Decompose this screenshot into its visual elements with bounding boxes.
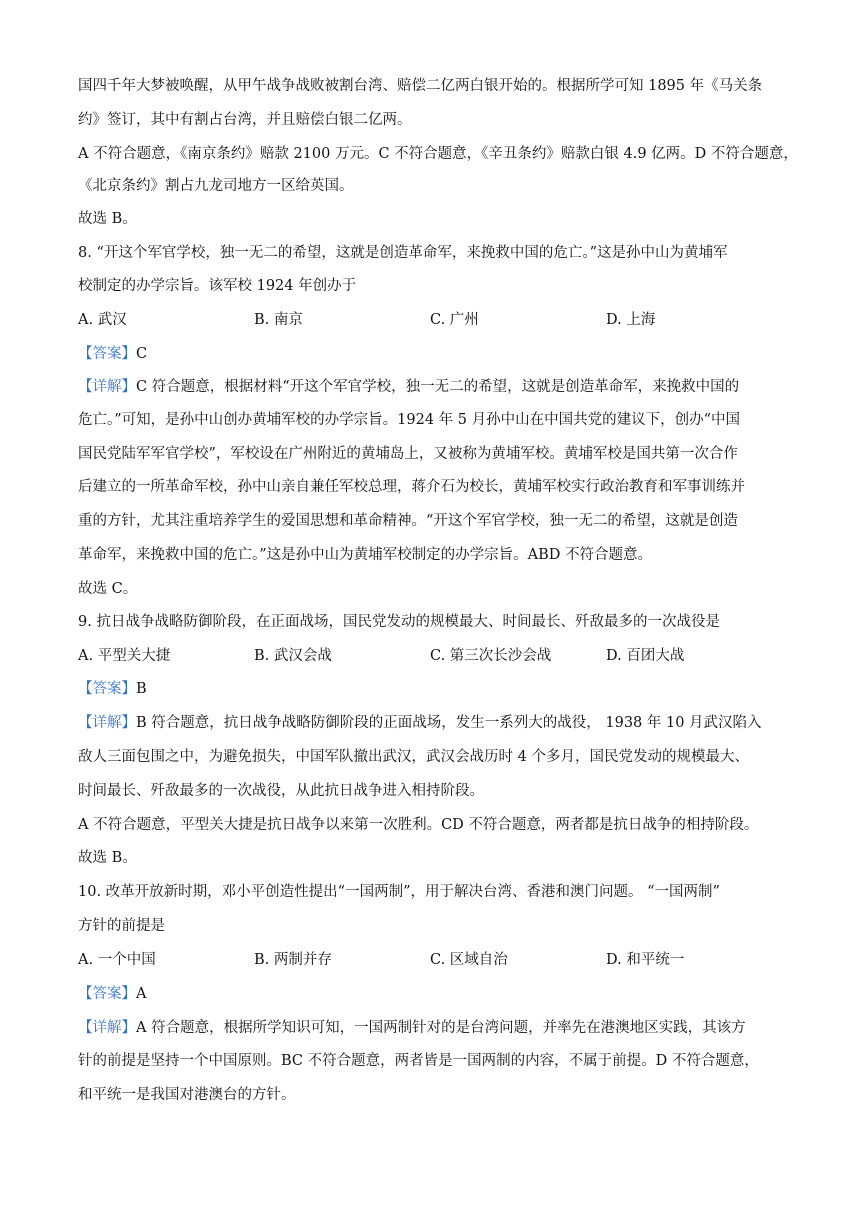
q8-detail-line-6: 革命军，来挽救中国的危亡。”这是孙中山为黄埔军校制定的办学宗旨。ABD 不符合题意。: [78, 547, 653, 563]
q9-conclusion: 故选 B。: [78, 850, 137, 866]
detail-tag: 【详解】: [78, 379, 136, 395]
q8-option-d: D. 上海: [606, 312, 656, 328]
q10-option-a: A. 一个中国: [78, 952, 156, 968]
q8-detail-line-1: [78, 377, 739, 397]
q8-option-c: C. 广州: [430, 312, 479, 328]
answer-value: B: [136, 681, 147, 697]
q8-conclusion: 故选 C。: [78, 581, 138, 597]
q10-detail-line-2: 针的前提是坚持一个中国原则。BC 不符合题意，两者皆是一国两制的内容，不属于前提。D 不符合题意，: [78, 1053, 759, 1069]
q9-option-d: D. 百团大战: [606, 648, 685, 664]
q9-answer: [78, 679, 147, 699]
q8-stem-line-2: 校制定的办学宗旨。该军校 1924 年创办于: [78, 278, 357, 294]
q10-detail-line-3: 和平统一是我国对港澳台的方针。: [78, 1087, 296, 1103]
answer-tag: 【答案】: [78, 986, 136, 1002]
q8-detail-line-2: 危亡。”可知，是孙中山创办黄埔军校的办学宗旨。1924 年 5 月孙中山在中国共党的建议下，创办“中国: [78, 412, 741, 428]
q9-detail-line-3: 时间最长、歼敌最多的一次战役，从此抗日战争进入相持阶段。: [78, 783, 484, 799]
intro-line-3: A 不符合题意，《南京条约》赔款 2100 万元。C 不符合题意，《辛丑条约》赔款白银 4.9 亿两。D 不符合题意，: [78, 146, 798, 162]
intro-line-1: 国四千年大梦被唤醒，从甲午战争战败被割台湾、赔偿二亿两白银开始的。根据所学可知 1895 年《马关条: [78, 78, 763, 94]
answer-tag: 【答案】: [78, 346, 136, 362]
q10-detail-line-1: [78, 1018, 746, 1038]
answer-value: C: [136, 346, 148, 362]
q8-stem-line-1: 8. “开这个军官学校，独一无二的希望，这就是创造革命军，来挽救中国的危亡。”这是孙中山为黄埔军: [78, 245, 728, 261]
q10-answer: [78, 984, 146, 1004]
answer-tag: 【答案】: [78, 681, 136, 697]
intro-line-4: 《北京条约》割占九龙司地方一区给英国。: [78, 178, 354, 194]
q10-stem-line-1: 10. 改革开放新时期，邓小平创造性提出“一国两制”，用于解决台湾、香港和澳门问题。 “一国两制”: [78, 884, 720, 900]
q8-answer: [78, 344, 147, 364]
q9-stem-line-1: 9. 抗日战争战略防御阶段，在正面战场，国民党发动的规模最大、时间最长、歼敌最多的一次战役是: [78, 614, 720, 630]
detail-tag: 【详解】: [78, 715, 136, 731]
q8-option-b: B. 南京: [254, 312, 303, 328]
q9-option-a: A. 平型关大捷: [78, 648, 171, 664]
q9-option-c: C. 第三次长沙会战: [430, 648, 552, 664]
q9-detail-line-4: A 不符合题意，平型关大捷是抗日战争以来第一次胜利。CD 不符合题意，两者都是抗日战争的相持阶段。: [78, 817, 759, 833]
q8-detail-line-5: 重的方针，尤其注重培养学生的爱国思想和革命精神。“开这个军官学校，独一无二的希望，这就是创造: [78, 513, 738, 529]
q8-detail-line-4: 后建立的一所革命军校，孙中山亲自兼任军校总理，蒋介石为校长，黄埔军校实行政治教育和军事训练并: [78, 479, 745, 495]
intro-conclusion: 故选 B。: [78, 211, 137, 227]
q8-option-a: A. 武汉: [78, 312, 127, 328]
detail-text: A 符合题意，根据所学知识可知，一国两制针对的是台湾问题，并率先在港澳地区实践，其该方: [136, 1020, 746, 1036]
q9-detail-line-2: 敌人三面包围之中，为避免损失，中国军队撤出武汉，武汉会战历时 4 个多月，国民党发动的规模最大、: [78, 749, 749, 765]
q8-detail-line-3: 国民党陆军军官学校”，军校设在广州附近的黄埔岛上，又被称为黄埔军校。黄埔军校是国共第一次合作: [78, 446, 738, 462]
q9-option-b: B. 武汉会战: [254, 648, 332, 664]
detail-text: C 符合题意，根据材料“开这个军官学校，独一无二的希望，这就是创造革命军，来挽救中国的: [136, 379, 740, 395]
q10-option-d: D. 和平统一: [606, 952, 685, 968]
q10-option-c: C. 区域自治: [430, 952, 508, 968]
answer-value: A: [136, 986, 147, 1002]
detail-text: B 符合题意，抗日战争战略防御阶段的正面战场，发生一系列大的战役， 1938 年 10 月武汉陷入: [136, 715, 762, 731]
q10-option-b: B. 两制并存: [254, 952, 332, 968]
q10-stem-line-2: 方针的前提是: [78, 918, 165, 934]
q9-detail-line-1: [78, 713, 762, 733]
detail-tag: 【详解】: [78, 1020, 136, 1036]
intro-line-2: 约》签订，其中有割占台湾，并且赔偿白银二亿两。: [78, 112, 412, 128]
